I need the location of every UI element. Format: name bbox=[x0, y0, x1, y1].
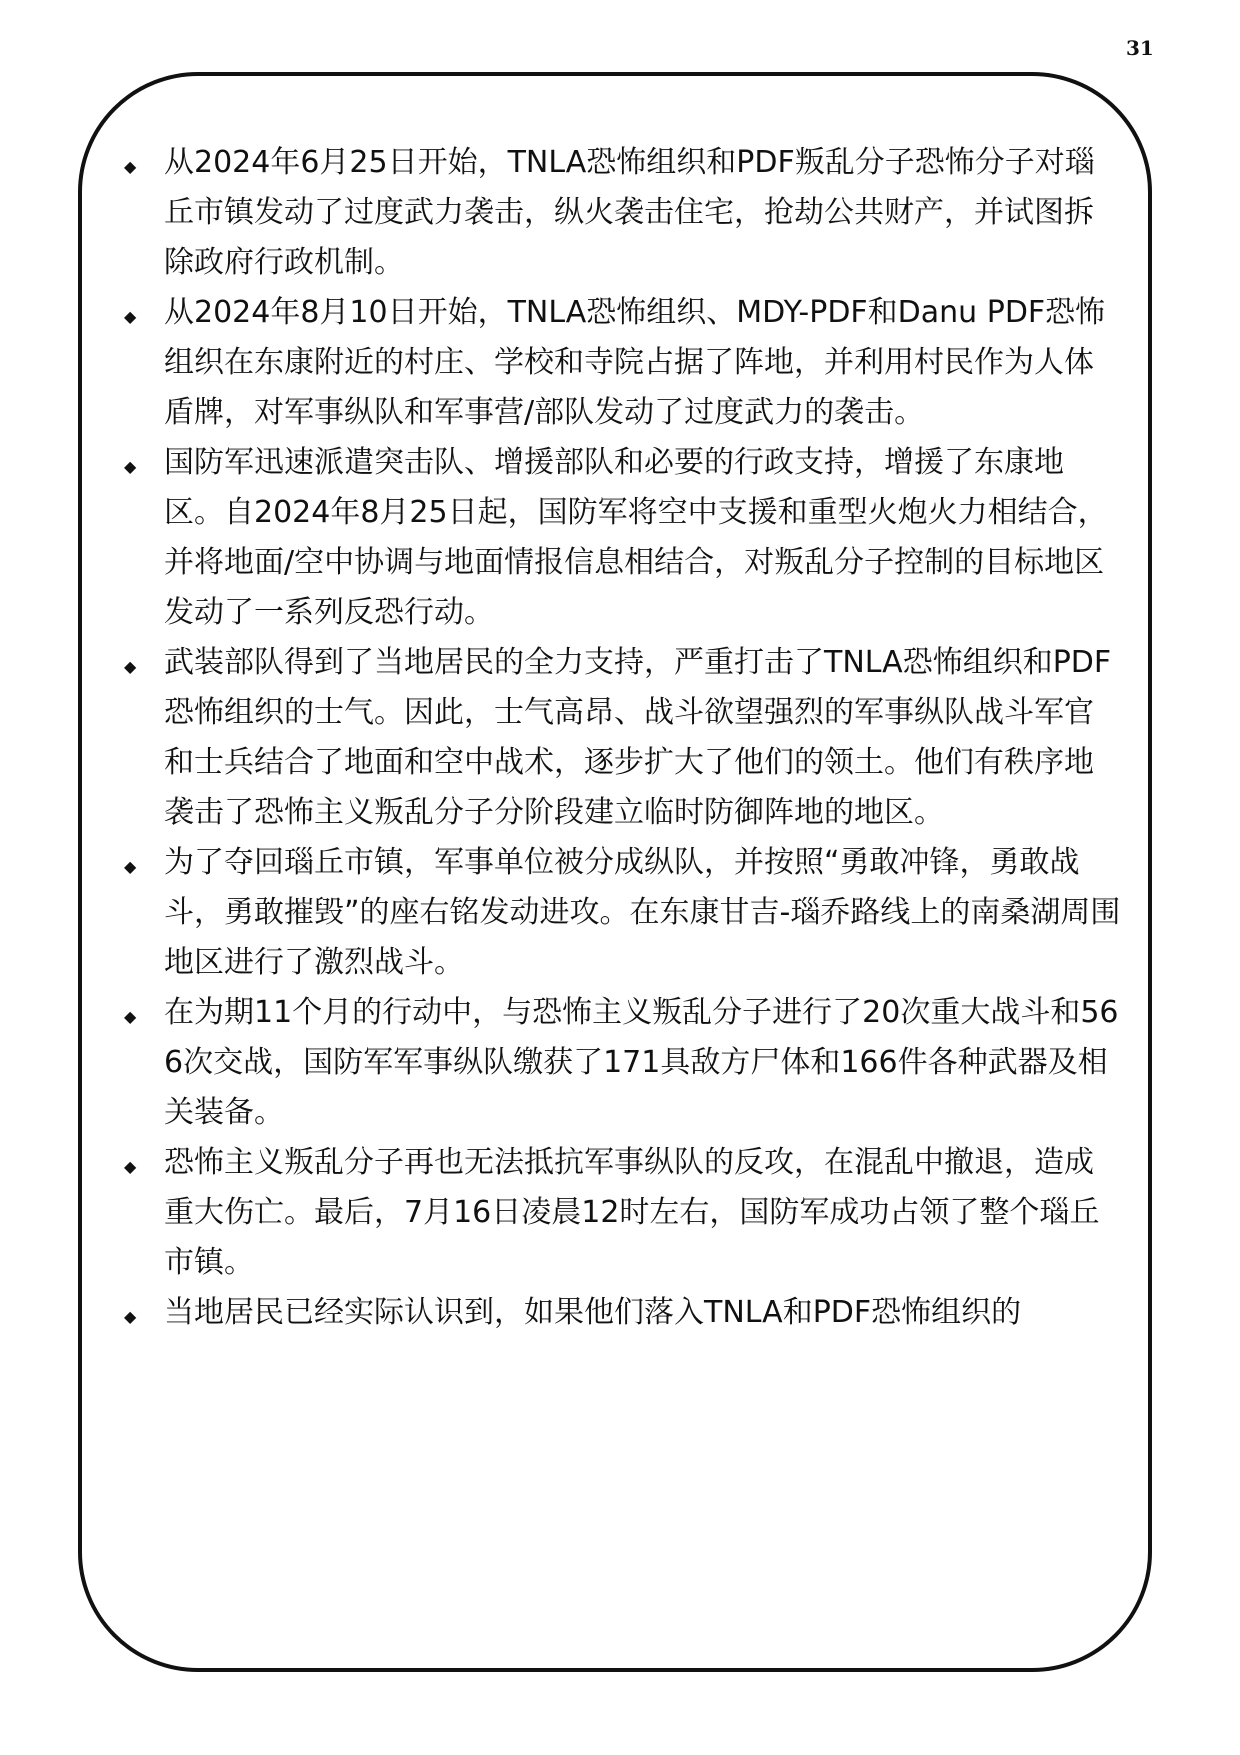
bullet-list bbox=[124, 138, 1122, 1338]
bullet-text: 国防军迅速派遣突击队、增援部队和必要的行政支持，增援了东康地区。自2024年8月25日起，国防军将空中支援和重型火炮火力相结合，并将地面/空中协调与地面情报信息相结合，对叛乱分子控制的目标地区发动了一系列反恐行动。 bbox=[164, 445, 1108, 630]
diamond-bullet-icon: ◆ bbox=[124, 857, 137, 876]
bullet-text: 恐怖主义叛乱分子再也无法抵抗军事纵队的反攻，在混乱中撤退，造成重大伤亡。最后，7月16日凌晨12时左右，国防军成功占领了整个瑙丘市镇。 bbox=[164, 1145, 1100, 1280]
diamond-bullet-icon: ◆ bbox=[124, 1307, 137, 1326]
diamond-bullet-icon: ◆ bbox=[124, 307, 137, 326]
bullet-text: 当地居民已经实际认识到，如果他们落入TNLA和PDF恐怖组织的 bbox=[164, 1295, 1022, 1330]
bullet-text: 从2024年6月25日开始，TNLA恐怖组织和PDF叛乱分子恐怖分子对瑙丘市镇发动了过度武力袭击，纵火袭击住宅，抢劫公共财产，并试图拆除政府行政机制。 bbox=[164, 145, 1095, 280]
bullet-item bbox=[124, 438, 1122, 638]
bullet-text: 为了夺回瑙丘市镇，军事单位被分成纵队，并按照“勇敢冲锋，勇敢战斗，勇敢摧毁”的座右铭发动进攻。在东康甘吉-瑙乔路线上的南桑湖周围地区进行了激烈战斗。 bbox=[164, 845, 1121, 980]
bullet-item bbox=[124, 838, 1122, 988]
bullet-text: 武装部队得到了当地居民的全力支持，严重打击了TNLA恐怖组织和PDF恐怖组织的士气。因此，士气高昂、战斗欲望强烈的军事纵队战斗军官和士兵结合了地面和空中战术，逐步扩大了他们的领土。他们有秩序地袭击了恐怖主义叛乱分子分阶段建立临时防御阵地的地区。 bbox=[164, 645, 1112, 830]
bullet-item bbox=[124, 138, 1122, 288]
diamond-bullet-icon: ◆ bbox=[124, 1157, 137, 1176]
bullet-item bbox=[124, 1138, 1122, 1288]
diamond-bullet-icon: ◆ bbox=[124, 457, 137, 476]
diamond-bullet-icon: ◆ bbox=[124, 157, 137, 176]
bullet-item bbox=[124, 288, 1122, 438]
bullet-item bbox=[124, 638, 1122, 838]
page-number: 31 bbox=[1126, 36, 1154, 60]
bullet-item bbox=[124, 1288, 1122, 1338]
bullet-text: 从2024年8月10日开始，TNLA恐怖组织、MDY-PDF和Danu PDF恐怖组织在东康附近的村庄、学校和寺院占据了阵地，并利用村民作为人体盾牌，对军事纵队和军事营/部队发动了过度武力的袭击。 bbox=[164, 295, 1106, 430]
diamond-bullet-icon: ◆ bbox=[124, 1007, 137, 1026]
diamond-bullet-icon: ◆ bbox=[124, 657, 137, 676]
bullet-item bbox=[124, 988, 1122, 1138]
bullet-text: 在为期11个月的行动中，与恐怖主义叛乱分子进行了20次重大战斗和566次交战，国防军军事纵队缴获了171具敌方尸体和166件各种武器及相关装备。 bbox=[164, 995, 1119, 1130]
